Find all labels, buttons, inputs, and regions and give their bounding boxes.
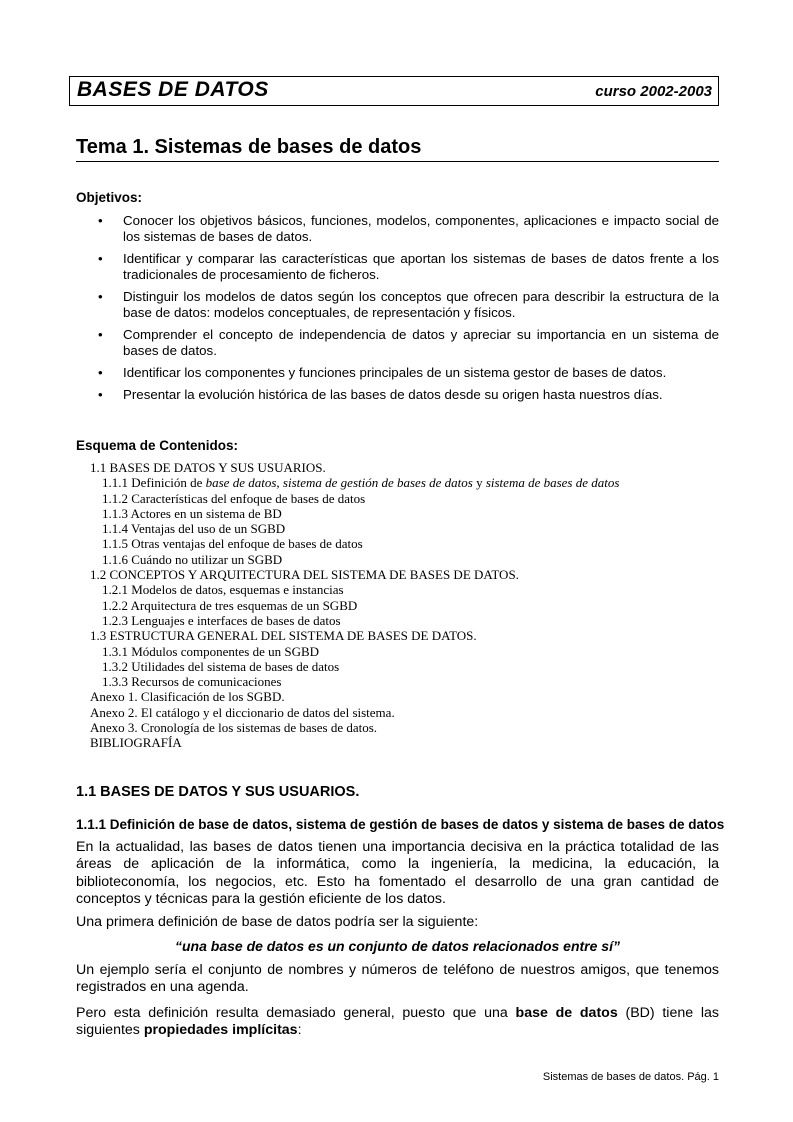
page-footer: Sistemas de bases de datos. Pág. 1 xyxy=(542,1071,719,1083)
outline-item: 1.2.3 Lenguajes e interfaces de bases de datos xyxy=(102,612,341,628)
outline-italic: sistema de bases de datos xyxy=(485,475,620,491)
objectives-list xyxy=(76,213,719,409)
section-heading: 1.1 BASES DE DATOS Y SUS USUARIOS. xyxy=(76,784,360,800)
outline-item: Anexo 1. Clasificación de los SGBD. xyxy=(90,689,285,705)
term-bold: propiedades implícitas xyxy=(143,1022,298,1039)
outline-item: 1.3.3 Recursos de comunicaciones xyxy=(102,674,282,690)
outline-item: 1.1.4 Ventajas del uso de un SGBD xyxy=(102,521,286,537)
outline-item: 1.1.6 Cuándo no utilizar un SGBD xyxy=(102,551,283,567)
list-item: • Identificar los componentes y funciones principales de un sistema gestor de bases de datos. xyxy=(76,365,719,381)
contents-label: Esquema de Contenidos: xyxy=(76,438,239,453)
paragraph: Una primera definición de base de datos podría ser la siguiente: xyxy=(76,914,479,930)
outline-item: 1.2 CONCEPTOS Y ARQUITECTURA DEL SISTEMA DE BASES DE DATOS. xyxy=(90,567,519,583)
subsection-heading: 1.1.1 Definición de base de datos, sistema de gestión de bases de datos y sistema de bases de datos xyxy=(76,817,725,832)
header-box xyxy=(69,76,719,106)
outline-item: Anexo 3. Cronología de los sistemas de bases de datos. xyxy=(90,720,378,736)
outline-item-text: 1.1.1 Definición de xyxy=(102,475,206,491)
contents-outline xyxy=(90,460,730,751)
outline-item: 1.3.1 Módulos componentes de un SGBD xyxy=(102,643,320,659)
paragraph xyxy=(76,1005,719,1040)
outline-item: BIBLIOGRAFÍA xyxy=(90,735,182,751)
outline-item: 1.1.5 Otras ventajas del enfoque de bases de datos xyxy=(102,536,363,552)
outline-item: 1.3.2 Utilidades del sistema de bases de datos xyxy=(102,658,340,674)
list-item: • Comprender el concepto de independencia de datos y apreciar su importancia en un sistema de bases de datos. xyxy=(76,327,719,359)
outline-item xyxy=(90,475,730,490)
outline-item: 1.1 BASES DE DATOS Y SUS USUARIOS. xyxy=(90,460,326,475)
outline-italic: sistema de gestión de bases de datos xyxy=(282,475,473,491)
list-item: • Conocer los objetivos básicos, funciones, modelos, componentes, aplicaciones e impacto social de los sistemas de bases de datos. xyxy=(76,213,719,245)
outline-sep: , xyxy=(276,475,283,491)
outline-italic: base de datos xyxy=(205,475,277,491)
definition-quote: “una base de datos es un conjunto de datos relacionados entre sí” xyxy=(175,938,620,954)
outline-item: 1.2.2 Arquitectura de tres esquemas de un SGBD xyxy=(102,597,358,613)
list-item: • Distinguir los modelos de datos según los conceptos que ofrecen para describir la estructura de la base de datos: modelos conceptuales, de representación y físicos. xyxy=(76,289,719,321)
paragraph-text: (BD) tiene las siguientes xyxy=(76,1005,719,1039)
header-course: curso 2002-2003 xyxy=(595,83,712,100)
outline-item: 1.2.1 Modelos de datos, esquemas e instancias xyxy=(102,582,344,598)
list-item: • Identificar y comparar las características que aportan los sistemas de bases de datos frente a los tradicionales de procesamiento de ficheros. xyxy=(76,251,719,283)
list-item: • Presentar la evolución histórica de las bases de datos desde su origen hasta nuestros días. xyxy=(76,387,719,403)
outline-item: 1.3 ESTRUCTURA GENERAL DEL SISTEMA DE BASES DE DATOS. xyxy=(90,628,477,644)
paragraph-text: Pero esta definición resulta demasiado general, puesto que una xyxy=(76,1005,516,1021)
tema-title: Tema 1. Sistemas de bases de datos xyxy=(76,136,422,158)
term-bold: base de datos xyxy=(515,1005,618,1021)
paragraph: Un ejemplo sería el conjunto de nombres y números de teléfono de nuestros amigos, que tenemos registrados en una agenda. xyxy=(76,962,719,996)
title-divider xyxy=(76,161,719,162)
outline-sep: y xyxy=(472,475,486,491)
objectives-label: Objetivos: xyxy=(76,190,143,205)
outline-item: Anexo 2. El catálogo y el diccionario de datos del sistema. xyxy=(90,704,395,720)
header-title: BASES DE DATOS xyxy=(77,78,269,101)
outline-item: 1.1.3 Actores en un sistema de BD xyxy=(102,505,282,521)
paragraph-text: : xyxy=(297,1022,302,1039)
outline-item: 1.1.2 Características del enfoque de bases de datos xyxy=(102,490,366,506)
paragraph: En la actualidad, las bases de datos tienen una importancia decisiva en la práctica totalidad de las áreas de aplicación de la informática, como la ingeniería, la medicina, la educación, la biblioteconomía, los negocios, etc. Esto ha fomentado el desarrollo de una gran cantidad de conceptos y técnicas para la gestión eficiente de los datos. xyxy=(76,839,719,908)
